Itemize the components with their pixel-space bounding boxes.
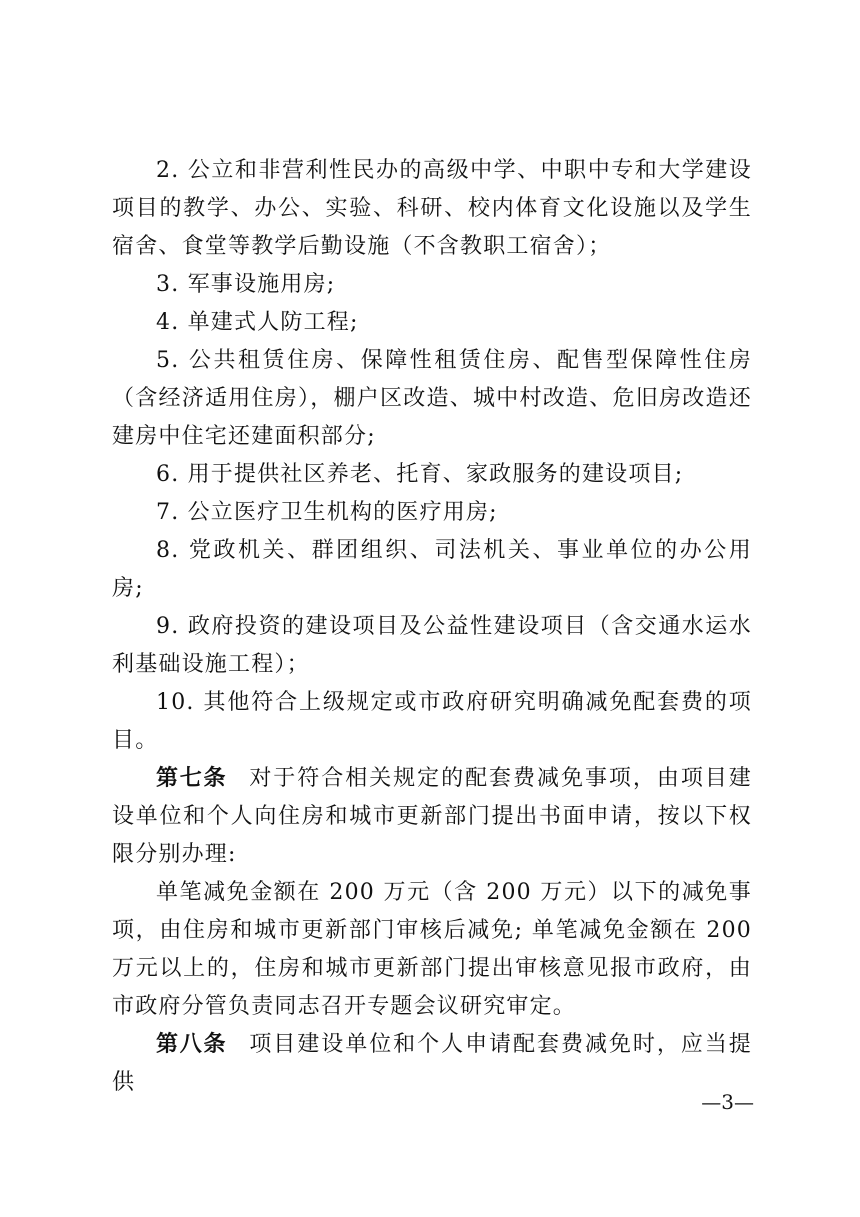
- paragraph-item-2: 2. 公立和非营利性民办的高级中学、中职中专和大学建设项目的教学、办公、实验、科研、校内体育文化设施以及学生宿舍、食堂等教学后勤设施（不含教职工宿舍）；: [112, 158, 752, 259]
- document-body: [112, 152, 752, 1102]
- article-eight-heading: 第八条: [156, 1032, 228, 1057]
- article-eight-text: 项目建设单位和个人申请配套费减免时，应当提供: [112, 1032, 752, 1095]
- paragraph-item-8: 8. 党政机关、群团组织、司法机关、事业单位的办公用房;: [112, 538, 752, 601]
- article-seven-text: 对于符合相关规定的配套费减免事项，由项目建设单位和个人向住房和城市更新部门提出书面申请，按以下权限分别办理:: [112, 766, 752, 867]
- reduction-limit-paragraph: 单笔减免金额在 200 万元（含 200 万元）以下的减免事项，由住房和城市更新部门审核后减免; 单笔减免金额在 200 万元以上的，住房和城市更新部门提出审核意见报市政府，由市政府分管负责同志召开专题会议研究审定。: [112, 880, 752, 1019]
- article-eight-paragraph: [112, 1026, 752, 1102]
- page-number: —3—: [701, 1090, 754, 1114]
- paragraph-item-7: 7. 公立医疗卫生机构的医疗用房;: [156, 500, 498, 525]
- paragraph-item-5: 5. 公共租赁住房、保障性租赁住房、配售型保障性住房（含经济适用住房），棚户区改造、城中村改造、危旧房改造还建房中住宅还建面积部分;: [112, 348, 752, 449]
- paragraph-item-3: 3. 军事设施用房;: [156, 272, 336, 297]
- paragraph-item-6: 6. 用于提供社区养老、托育、家政服务的建设项目;: [156, 462, 684, 487]
- paragraph-item-4: 4. 单建式人防工程;: [156, 310, 359, 335]
- article-seven-paragraph: [112, 760, 752, 874]
- paragraph-item-10: 10. 其他符合上级规定或市政府研究明确减免配套费的项目。: [112, 690, 752, 753]
- paragraph-item-9: 9. 政府投资的建设项目及公益性建设项目（含交通水运水利基础设施工程）；: [112, 614, 752, 677]
- article-seven-heading: 第七条: [156, 766, 228, 791]
